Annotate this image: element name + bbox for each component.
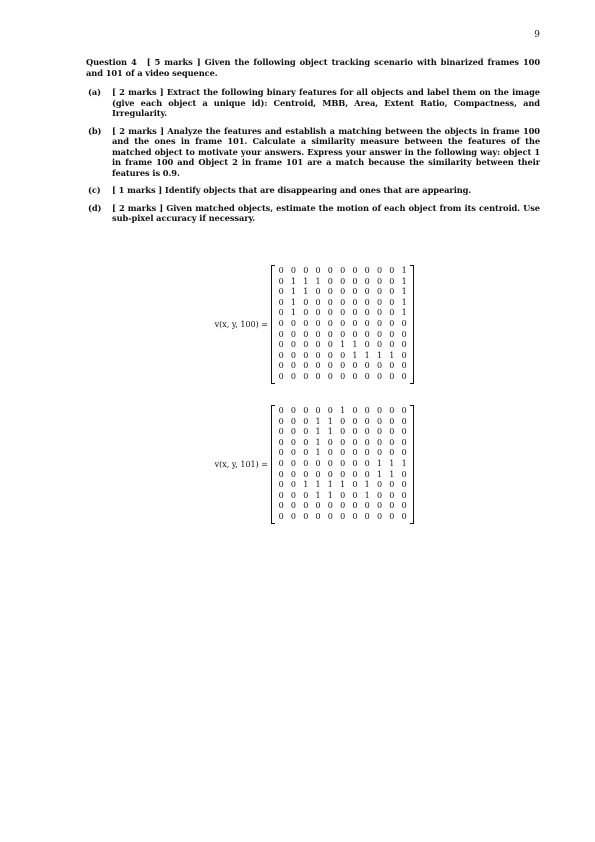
matrix-cell: 0 [278,329,284,339]
matrix-cell: 0 [364,371,370,381]
matrix-cell: 1 [315,276,321,286]
matrix-cell: 1 [389,458,395,468]
matrix-cell: 0 [315,318,321,328]
question-block [86,57,540,231]
matrix-cell: 0 [364,287,370,297]
matrix-row [275,330,410,341]
matrix-cell: 0 [278,276,284,286]
matrix-cell: 0 [376,511,383,521]
matrix-cell: 0 [352,458,358,468]
matrix-cell: 0 [290,458,296,468]
matrix-cell: 0 [278,511,284,521]
matrix-cell: 0 [389,266,395,275]
matrix-cell: 0 [389,480,395,490]
matrix-cell: 0 [315,406,321,415]
matrix-cell: 0 [352,511,358,521]
matrix-cell: 0 [364,340,370,350]
matrix-cell: 1 [364,350,370,360]
matrix-cell: 1 [290,276,296,286]
matrix-cell: 0 [401,371,407,381]
matrix-cell: 0 [290,416,296,426]
matrix-cell: 0 [327,318,333,328]
matrix-cell: 1 [327,427,333,437]
matrix-cell: 0 [315,340,321,350]
part-text: [ 1 marks ] Identify objects that are disappearing and ones that are appearing. [112,185,472,195]
matrix-row [275,417,410,428]
frame-101-matrix [271,405,414,524]
matrix-cell: 0 [376,340,383,350]
part-text: [ 2 marks ] Given matched objects, estimate the motion of each object from its centroid. Use sub-pixel accuracy if necessary. [112,202,540,223]
matrix-cell: 0 [340,287,346,297]
matrix-cell: 0 [315,287,321,297]
matrix-cell: 1 [327,416,333,426]
matrix-cell: 1 [290,287,296,297]
matrix-cell: 0 [401,448,407,458]
matrix-cell: 0 [278,480,284,490]
matrix-cell: 0 [389,511,395,521]
matrix-cell: 0 [364,448,370,458]
matrix-cell: 1 [315,448,321,458]
matrix-row [275,372,410,383]
matrix-cell: 0 [364,416,370,426]
matrix-cell: 0 [376,287,383,297]
matrix-cell: 0 [389,427,395,437]
matrix-row [275,308,410,319]
matrix-row [275,340,410,351]
matrix-cell: 0 [303,448,309,458]
matrix-row [275,470,410,481]
matrix-cell: 0 [389,329,395,339]
matrix-cell: 0 [315,511,321,521]
matrix-cell: 1 [340,406,346,415]
matrix-cell: 0 [290,511,296,521]
matrix-cell: 0 [303,458,309,468]
part-label: (c) [88,185,101,195]
matrix-cell: 0 [340,266,346,275]
matrix-cell: 0 [303,318,309,328]
matrix-row [275,266,410,277]
part-d [86,203,540,224]
matrix-cell: 0 [340,361,346,371]
matrix-row [275,438,410,449]
matrix-cell: 1 [376,350,383,360]
matrix-cell: 0 [376,406,383,415]
matrix-cell: 0 [303,361,309,371]
matrix-cell: 0 [290,501,296,511]
matrix-cell: 0 [364,329,370,339]
matrix-cell: 0 [376,427,383,437]
matrix-cell: 0 [389,308,395,318]
matrix-cell: 0 [303,340,309,350]
matrix-cell: 0 [278,458,284,468]
part-b [86,126,540,179]
part-label: (d) [88,202,102,213]
matrix-cell: 1 [352,350,358,360]
matrix-cell: 0 [376,266,383,275]
matrix-cell: 0 [290,318,296,328]
matrix-cell: 0 [315,308,321,318]
matrix-cell: 0 [364,297,370,307]
matrix-cell: 0 [327,406,333,415]
matrix-cell: 0 [364,266,370,275]
matrix-cell: 0 [278,437,284,447]
matrix-row [275,459,410,470]
matrix-cell: 1 [376,469,383,479]
matrix-cell: 0 [327,458,333,468]
matrix-cell: 1 [401,287,407,297]
matrix-cell: 1 [303,480,309,490]
part-text: [ 2 marks ] Analyze the features and establish a matching between the objects in frame 100 and the ones in frame 101. Calculate a similarity measure between the features of the matched object to motivate your answers. Express your answer in the following way: object 1 in frame 100 and Object 2 in frame 101 are a match because the similarity between their features is 0.9. [112,125,540,178]
matrix-cell: 0 [278,406,284,415]
matrix-cell: 0 [401,340,407,350]
matrix-row [275,287,410,298]
matrix-cell: 0 [340,297,346,307]
matrix-cell: 0 [401,406,407,415]
matrix-cell: 0 [278,287,284,297]
matrix-cell: 0 [364,308,370,318]
matrix-cell: 0 [376,361,383,371]
matrix-cell: 0 [278,361,284,371]
matrix-cell: 0 [290,266,296,275]
matrix-cell: 0 [315,469,321,479]
matrix-cell: 0 [278,416,284,426]
matrix-cell: 1 [315,480,321,490]
matrix-cell: 0 [290,448,296,458]
matrix-cell: 1 [327,490,333,500]
matrix-row [275,501,410,512]
matrix-cell: 0 [401,480,407,490]
matrix-cell: 0 [340,276,346,286]
matrix-cell: 0 [278,308,284,318]
matrix-cell: 0 [327,350,333,360]
matrix-cell: 1 [401,308,407,318]
matrix-cell: 0 [327,329,333,339]
matrix-cell: 0 [340,350,346,360]
matrix-cell: 0 [389,276,395,286]
matrix-cell: 0 [327,297,333,307]
matrix-cell: 0 [290,437,296,447]
matrix-cell: 1 [389,350,395,360]
frame-101-label: v(x, y, 101) = [214,459,268,469]
matrix-cell: 0 [290,406,296,415]
matrix-cell: 0 [389,318,395,328]
matrix-cell: 0 [327,361,333,371]
matrix-cell: 0 [389,416,395,426]
matrix-cell: 1 [364,490,370,500]
matrix-cell: 0 [278,350,284,360]
matrix-cell: 0 [303,490,309,500]
matrix-cell: 0 [327,448,333,458]
matrix-cell: 0 [340,469,346,479]
matrix-cell: 0 [340,437,346,447]
matrix-cell: 0 [315,458,321,468]
matrix-cell: 0 [352,297,358,307]
matrix-cell: 0 [401,329,407,339]
matrix-cell: 0 [352,371,358,381]
matrix-cell: 0 [376,501,383,511]
matrix-cell: 1 [364,480,370,490]
matrix-cell: 1 [290,297,296,307]
matrix-cell: 0 [352,480,358,490]
matrix-cell: 0 [340,329,346,339]
matrix-cell: 0 [376,480,383,490]
matrix-cell: 0 [352,361,358,371]
matrix-cell: 0 [290,490,296,500]
matrix-cell: 0 [303,437,309,447]
matrix-cell: 0 [340,427,346,437]
matrix-cell: 0 [340,416,346,426]
matrix-row [275,298,410,309]
matrix-cell: 0 [376,416,383,426]
part-label: (b) [88,125,102,136]
part-c [86,185,540,196]
matrix-cell: 0 [315,266,321,275]
page-number: 9 [534,30,540,40]
matrix-cell: 0 [364,501,370,511]
matrix-cell: 0 [389,297,395,307]
matrix-cell: 0 [352,490,358,500]
matrix-cell: 0 [364,511,370,521]
matrix-cell: 0 [401,437,407,447]
question-intro: [ 5 marks ] Given the following object tracking scenario with binarized frames 100 and 101 of a video sequence. [86,57,541,78]
matrix-cell: 0 [376,437,383,447]
matrix-cell: 0 [315,350,321,360]
matrix-cell: 0 [352,427,358,437]
matrix-cell: 0 [340,308,346,318]
matrix-cell: 0 [376,276,383,286]
question-header [86,57,540,78]
matrix-cell: 0 [352,318,358,328]
matrix-cell: 0 [278,297,284,307]
matrix-cell: 0 [303,371,309,381]
matrix-cell: 0 [303,406,309,415]
matrix-cell: 0 [352,501,358,511]
matrix-cell: 0 [389,361,395,371]
matrix-cell: 0 [364,361,370,371]
matrix-cell: 0 [278,266,284,275]
matrix-cell: 0 [278,448,284,458]
matrix-cell: 0 [389,287,395,297]
matrix-cell: 0 [290,340,296,350]
matrix-cell: 0 [303,501,309,511]
matrix-cell: 0 [389,437,395,447]
matrix-cell: 0 [376,329,383,339]
matrix-cell: 1 [315,490,321,500]
matrix-cell: 0 [401,318,407,328]
part-label: (a) [88,87,101,97]
matrix-cell: 1 [376,458,383,468]
matrix-cell: 0 [303,511,309,521]
matrix-cell: 1 [327,480,333,490]
matrix-cell: 0 [327,371,333,381]
matrix-cell: 0 [315,501,321,511]
matrix-cell: 1 [401,266,407,275]
matrix-row [275,427,410,438]
matrix-cell: 0 [327,308,333,318]
matrix-cell: 0 [364,276,370,286]
matrix-cell: 1 [401,276,407,286]
frame-100-label: v(x, y, 100) = [214,319,268,329]
question-label: Question 4 [86,57,137,67]
matrix-cell: 0 [352,448,358,458]
matrix-cell: 0 [290,427,296,437]
matrix-cell: 0 [303,427,309,437]
matrix-cell: 0 [352,308,358,318]
frame-100-matrix [271,265,414,384]
matrix-cell: 0 [315,329,321,339]
matrix-cell: 0 [290,361,296,371]
matrix-cell: 1 [315,416,321,426]
matrix-cell: 0 [389,490,395,500]
matrix-cell: 0 [327,287,333,297]
matrix-cell: 0 [376,371,383,381]
matrix-cell: 0 [389,501,395,511]
matrix-cell: 0 [327,340,333,350]
matrix-cell: 0 [401,361,407,371]
part-text: [ 2 marks ] Extract the following binary features for all objects and label them on the image (give each object a unique id): Centroid, MBB, Area, Extent Ratio, Compactness, and Irregularity. [112,87,540,118]
matrix-row [275,319,410,330]
matrix-cell: 0 [327,276,333,286]
matrix-cell: 0 [278,490,284,500]
matrix-cell: 0 [364,318,370,328]
matrix-cell: 0 [340,448,346,458]
matrix-cell: 1 [340,480,346,490]
matrix-cell: 0 [401,416,407,426]
matrix-cell: 0 [352,469,358,479]
matrix-row [275,406,410,417]
matrix-cell: 0 [303,266,309,275]
matrix-cell: 0 [352,437,358,447]
matrix-row [275,512,410,523]
matrix-cell: 0 [278,501,284,511]
matrix-cell: 0 [401,501,407,511]
matrix-cell: 0 [290,329,296,339]
matrix-cell: 0 [352,276,358,286]
matrix-cell: 0 [352,406,358,415]
matrix-cell: 0 [327,501,333,511]
matrix-cell: 1 [315,427,321,437]
matrix-cell: 0 [278,340,284,350]
matrix-cell: 1 [303,276,309,286]
matrix-cell: 0 [340,371,346,381]
matrix-cell: 0 [352,329,358,339]
matrix-cell: 0 [315,297,321,307]
matrix-cell: 0 [290,469,296,479]
matrix-cell: 0 [401,469,407,479]
matrix-cell: 0 [327,511,333,521]
matrix-cell: 0 [389,340,395,350]
matrix-cell: 0 [315,361,321,371]
matrix-cell: 0 [389,406,395,415]
matrix-cell: 1 [303,287,309,297]
matrix-cell: 0 [290,371,296,381]
matrix-cell: 0 [352,416,358,426]
matrix-cell: 0 [389,448,395,458]
matrix-cell: 0 [340,501,346,511]
matrix-cell: 0 [290,480,296,490]
matrix-cell: 0 [278,371,284,381]
matrix-cell: 0 [364,427,370,437]
matrix-cell: 0 [352,287,358,297]
matrix-cell: 1 [290,308,296,318]
matrix-cell: 0 [327,469,333,479]
matrix-cell: 0 [376,448,383,458]
matrix-cell: 0 [303,469,309,479]
matrix-cell: 0 [401,427,407,437]
matrix-cell: 0 [364,469,370,479]
matrix-cell: 1 [389,469,395,479]
matrix-cell: 0 [401,350,407,360]
matrix-row [275,480,410,491]
matrix-cell: 0 [364,437,370,447]
matrix-cell: 1 [352,340,358,350]
matrix-cell: 1 [401,458,407,468]
part-a [86,87,540,119]
matrix-cell: 0 [401,490,407,500]
matrix-cell: 0 [389,371,395,381]
matrix-cell: 0 [340,490,346,500]
matrix-row [275,277,410,288]
matrix-cell: 1 [401,297,407,307]
matrix-cell: 0 [364,458,370,468]
matrix-cell: 0 [401,511,407,521]
matrix-row [275,361,410,372]
matrix-cell: 0 [303,416,309,426]
matrix-cell: 1 [315,437,321,447]
matrix-cell: 0 [327,266,333,275]
matrix-cell: 0 [303,308,309,318]
matrix-row [275,351,410,362]
matrix-cell: 0 [376,297,383,307]
matrix-cell: 0 [376,308,383,318]
matrix-cell: 0 [278,469,284,479]
matrix-cell: 1 [340,340,346,350]
matrix-cell: 0 [290,350,296,360]
matrix-cell: 0 [303,329,309,339]
matrix-cell: 0 [340,511,346,521]
matrix-cell: 0 [315,371,321,381]
matrix-cell: 0 [340,458,346,468]
matrix-cell: 0 [340,318,346,328]
matrix-cell: 0 [303,350,309,360]
matrix-cell: 0 [376,318,383,328]
matrix-cell: 0 [376,490,383,500]
frame-100-equation [200,265,414,384]
frame-101-equation [200,405,414,524]
matrix-cell: 0 [303,297,309,307]
matrix-cell: 0 [278,318,284,328]
matrix-cell: 0 [364,406,370,415]
matrix-row [275,448,410,459]
matrix-row [275,491,410,502]
matrix-cell: 0 [327,437,333,447]
matrix-cell: 0 [278,427,284,437]
matrix-cell: 0 [352,266,358,275]
